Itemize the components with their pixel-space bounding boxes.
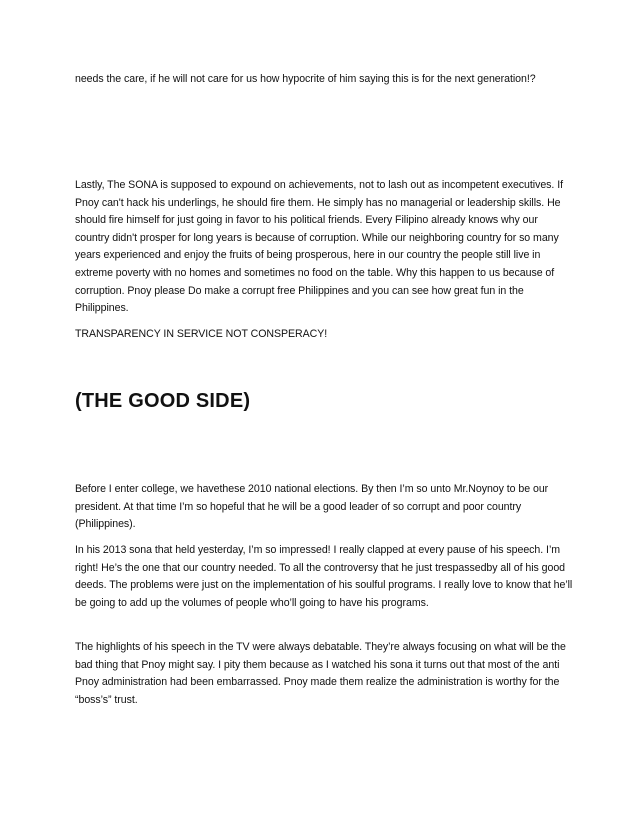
paragraph-highlights: The highlights of his speech in the TV were always debatable. They’re always focusing on what will be the bad thing that Pnoy might say. I pity them because as I watched his sona it turns out that most of the anti Pnoy administration had been embarrassed. Pnoy made them realize the administration is worthy for the “boss’s” trust.: [75, 641, 566, 706]
paragraph-2013-sona: In his 2013 sona that held yesterday, I’m so impressed! I really clapped at every pause of his speech. I’m right! He’s the one that our country needed. To all the controversy that he just trespassedby all of his good deeds. The problems were just on the implementation of his soulful programs. I really love to know that he’ll be going to add up the volumes of people who’ll going to have his programs.: [75, 544, 573, 609]
section-heading: (THE GOOD SIDE): [75, 390, 251, 412]
paragraph-transparency: TRANSPARENCY IN SERVICE NOT CONSPERACY!: [75, 328, 328, 340]
paragraph-before-college: Before I enter college, we havethese 2010 national elections. By then I’m so unto Mr.Noynoy to be our president. At that time I’m so hopeful that he will be a good leader of so corrupt and poor country (Philippines).: [75, 483, 549, 531]
paragraph-lastly: Lastly, The SONA is supposed to expound on achievements, not to lash out as incompetent executives. If Pnoy can't hack his underlings, he should fire them. He simply has no managerial or leadership skills. He should fire himself for just going in favor to his political friends. Every Filipino already knows why our country didn't prosper for long years is because of corruption. While our neighboring country for so many years experienced and enjoy the fruits of being prosperous, here in our country the people still live in extreme poverty with no homes and sometimes no food on the table. Why this happen to us because of corruption. Pnoy please Do make a corrupt free Philippines and you can see how great fun in the Philippines.: [75, 179, 563, 315]
paragraph-continuation: needs the care, if he will not care for us how hypocrite of him saying this is for the next generation!?: [75, 73, 536, 85]
